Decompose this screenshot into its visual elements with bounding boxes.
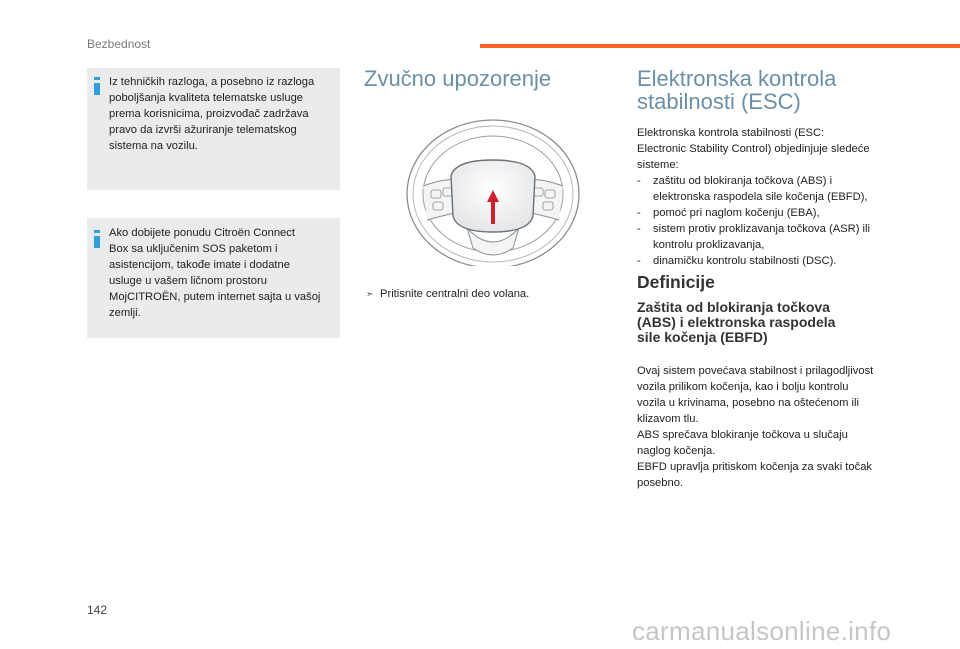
text-line: Box sa uključenim SOS paketom i [109,243,278,255]
definitions-heading: Definicije [637,272,715,292]
list-item: - zaštitu od blokiranja točkova (ABS) i elektronska raspodela sile kočenja (EBFD), [637,175,868,203]
steering-wheel-horn-illustration [405,116,581,266]
text-line: pravo da izvrši ažuriranje telematskog [109,124,297,136]
text-line: sisteme: [637,159,679,171]
bullet-arrow-icon: ➣ [366,289,374,299]
text-line: naglog kočenja. [637,445,716,457]
text-line: ABS sprečava blokiranje točkova u slučaju [637,429,848,441]
text-line: Electronic Stability Control) objedinjuje sledeće [637,143,870,155]
horn-instruction [366,288,529,300]
text-line: klizavom tlu. [637,413,699,425]
text-line: zemlji. [109,307,141,319]
info-text [109,74,335,154]
text-line: poboljšanja kvaliteta telematske usluge [109,92,304,104]
text-line: vozila u krivinama, posebno na oštećenom ili [637,397,860,409]
text-line: Elektronska kontrola stabilnosti (ESC: [637,127,825,139]
text-line: Ovaj sistem povećava stabilnost i prilagodljivost [637,365,874,377]
heading-line: Elektronska kontrola [637,66,837,91]
info-text [109,225,335,321]
list-item: - dinamičku kontrolu stabilnosti (DSC). [637,255,837,267]
esc-heading [637,67,937,113]
heading-line: stabilnosti (ESC) [637,89,801,114]
text-line: posebno. [637,477,684,489]
heading-line: sile kočenja (EBFD) [637,329,768,345]
abs-ebfd-heading [637,300,897,345]
abs-ebfd-description [637,363,905,491]
text-line: EBFD upravlja pritiskom kočenja za svaki točak [637,461,873,473]
section-title: Bezbednost [87,37,151,51]
heading-line: Zaštita od blokiranja točkova [637,299,830,315]
text-line: usluge u vašem ličnom prostoru [109,275,267,287]
instruction-text: Pritisnite centralni deo volana. [380,288,530,300]
text-line: Ako dobijete ponudu Citroën Connect [109,227,295,239]
text-line: vozila prilikom kočenja, kao i bolju kontrolu [637,381,849,393]
text-line: asistencijom, takođe imate i dodatne [109,259,290,271]
header-accent-bar [480,44,960,48]
list-item: - sistem protiv proklizavanja točkova (ASR) ili kontrolu proklizavanja, [637,223,870,251]
list-item: - pomoć pri naglom kočenju (EBA), [637,207,820,219]
page-number: 142 [87,603,108,617]
text-line: Iz tehničkih razloga, a posebno iz razloga [109,76,315,88]
info-box-connect-box [87,218,340,338]
info-box-telematics [87,68,340,190]
heading-line: (ABS) i elektronska raspodela [637,314,836,330]
esc-description [637,125,907,269]
text-line: sistema na vozilu. [109,140,198,152]
sound-warning-heading: Zvučno upozorenje [364,66,552,91]
text-line: prema korisnicima, proizvođač zadržava [109,108,309,120]
text-line: MojCITROËN, putem internet sajta u vašoj [109,291,321,303]
watermark: carmanualsonline.info [632,616,892,646]
